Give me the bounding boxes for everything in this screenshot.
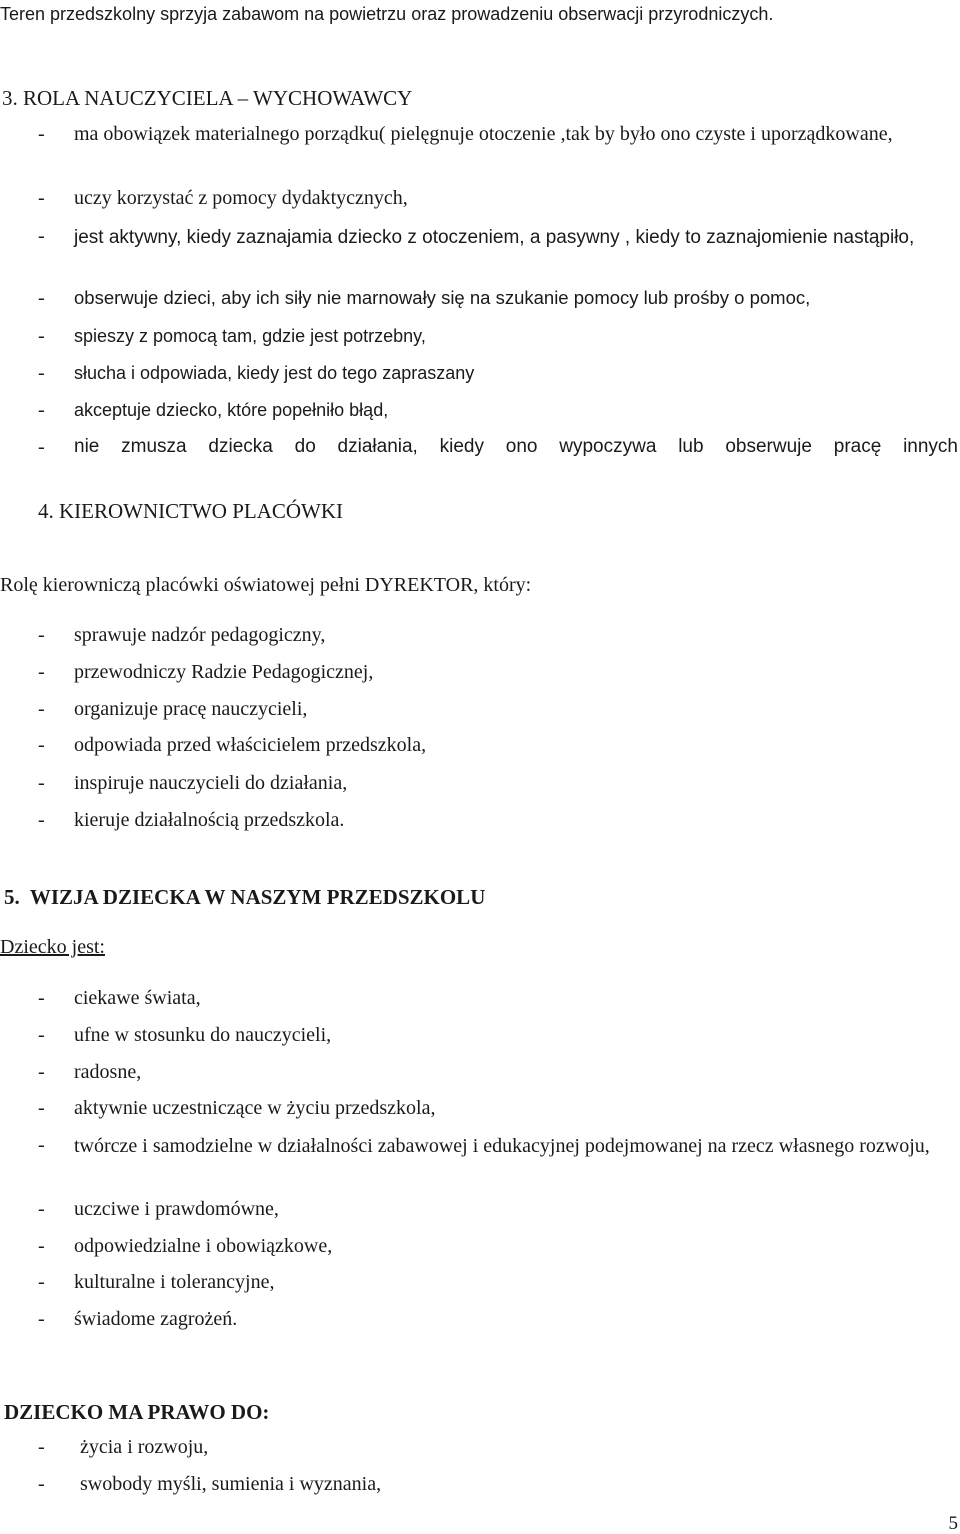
section-4-title: 4. KIEROWNICTWO PLACÓWKI — [38, 499, 344, 523]
list-item — [38, 186, 958, 210]
list-dash: - — [38, 436, 45, 458]
list-item-text: uczciwe i prawdomówne, — [74, 1198, 279, 1220]
list-dash: - — [38, 1134, 45, 1156]
list-item — [38, 286, 958, 310]
list-item-text: ciekawe świata, — [74, 987, 201, 1009]
list-dash: - — [38, 1271, 45, 1293]
list-dash: - — [38, 1308, 45, 1330]
list-item-text: inspiruje nauczycieli do działania, — [74, 772, 348, 794]
list-item-text: nie zmusza dziecka do działania, kiedy ono wypoczywa lub obserwuje pracę innych — [74, 436, 958, 457]
list-item — [38, 1060, 958, 1084]
list-dash: - — [38, 698, 45, 720]
list-item-text: jest aktywny, kiedy zaznajamia dziecko z otoczeniem, a pasywny , kiedy to zaznajomienie nastąpiło, — [74, 227, 915, 248]
list-item-text: organizuje pracę nauczycieli, — [74, 698, 308, 720]
list-item-text: świadome zagrożeń. — [74, 1308, 238, 1330]
list-item — [38, 398, 958, 422]
list-item — [38, 1270, 958, 1294]
list-item — [38, 1472, 958, 1496]
list-item — [38, 1435, 958, 1459]
list-dash: - — [38, 1436, 45, 1458]
list-item — [38, 771, 958, 795]
list-item-text: twórcze i samodzielne w działalności zabawowej i edukacyjnej podejmowanej na rzecz własnego rozwoju, — [74, 1135, 930, 1157]
list-dash: - — [38, 1198, 45, 1220]
list-item-text: życia i rozwoju, — [80, 1436, 209, 1458]
list-item — [38, 361, 958, 385]
list-item — [38, 1234, 958, 1258]
list-item — [38, 1197, 958, 1221]
list-item-text: odpowiedzialne i obowiązkowe, — [74, 1235, 333, 1257]
list-dash: - — [38, 123, 45, 145]
list-item-text: akceptuje dziecko, które popełniło błąd, — [74, 400, 389, 420]
list-item-text: radosne, — [74, 1061, 142, 1083]
list-item-text: kulturalne i tolerancyjne, — [74, 1271, 275, 1293]
list-dash: - — [38, 809, 45, 831]
rights-title: DZIECKO MA PRAWO DO: — [4, 1400, 270, 1424]
list-item — [38, 660, 958, 684]
list-item-text: ma obowiązek materialnego porządku( pielęgnuje otoczenie ,tak by było ono czyste i uporządkowane, — [74, 123, 893, 145]
list-item-text: ufne w stosunku do nauczycieli, — [74, 1024, 332, 1046]
list-dash: - — [38, 1473, 45, 1495]
list-item — [38, 324, 958, 348]
list-dash: - — [38, 772, 45, 794]
list-dash: - — [38, 399, 45, 421]
list-item-text: aktywnie uczestniczące w życiu przedszkola, — [74, 1097, 436, 1119]
list-dash: - — [38, 225, 45, 247]
list-item-text: uczy korzystać z pomocy dydaktycznych, — [74, 187, 408, 209]
list-item — [38, 1307, 958, 1331]
list-item-text: obserwuje dzieci, aby ich siły nie marnowały się na szukanie pomocy lub prośby o pomoc, — [74, 287, 811, 308]
list-item-text: odpowiada przed właścicielem przedszkola, — [74, 734, 427, 756]
list-dash: - — [38, 1235, 45, 1257]
section-3-title: 3. ROLA NAUCZYCIELA – WYCHOWAWCY — [2, 86, 413, 110]
list-dash: - — [38, 661, 45, 683]
list-item-text: swobody myśli, sumienia i wyznania, — [80, 1473, 382, 1495]
list-item — [38, 1023, 958, 1047]
list-dash: - — [38, 187, 45, 209]
list-item — [38, 808, 958, 832]
list-dash: - — [38, 287, 45, 309]
list-item-text: kieruje działalnością przedszkola. — [74, 809, 345, 831]
list-item — [38, 623, 958, 647]
list-dash: - — [38, 325, 45, 347]
list-item-text: sprawuje nadzór pedagogiczny, — [74, 624, 326, 646]
list-item — [38, 224, 958, 251]
list-dash: - — [38, 624, 45, 646]
list-item-text: przewodniczy Radzie Pedagogicznej, — [74, 661, 374, 683]
intro-paragraph: Teren przedszkolny sprzyja zabawom na powietrzu oraz prowadzeniu obserwacji przyrodniczych. — [0, 4, 774, 24]
list-dash: - — [38, 1024, 45, 1046]
list-item — [38, 1133, 958, 1160]
list-dash: - — [38, 734, 45, 756]
list-item-text: spieszy z pomocą tam, gdzie jest potrzebny, — [74, 326, 426, 346]
list-item — [38, 122, 958, 147]
section-5-title: 5. WIZJA DZIECKA W NASZYM PRZEDSZKOLU — [4, 885, 486, 909]
page-number: 5 — [948, 1513, 958, 1534]
list-item — [38, 986, 958, 1010]
list-dash: - — [38, 987, 45, 1009]
section-5-lead: Dziecko jest: — [0, 936, 105, 958]
list-item — [38, 435, 958, 459]
list-item — [38, 1096, 958, 1120]
list-dash: - — [38, 1097, 45, 1119]
section-4-lead: Rolę kierowniczą placówki oświatowej pełni DYREKTOR, który: — [0, 574, 532, 596]
list-item — [38, 733, 958, 757]
list-item-text: słucha i odpowiada, kiedy jest do tego zapraszany — [74, 363, 475, 383]
list-dash: - — [38, 362, 45, 384]
list-item — [38, 697, 958, 721]
list-dash: - — [38, 1061, 45, 1083]
